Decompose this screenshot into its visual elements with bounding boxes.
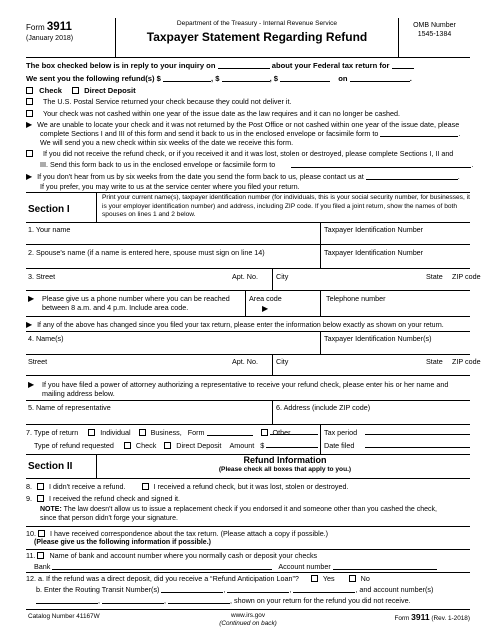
q11-line [26,551,470,560]
poa-instructions [28,380,470,398]
contact-text: If you don't hear from us by six weeks from the date you send the form back to us, please contact us at [37,172,364,181]
spouse-tin-field[interactable] [321,245,470,267]
catalog-number: Catalog Number 41167W [28,613,100,620]
zip-label: ZIP code [452,272,481,281]
lost-check-checkbox[interactable] [142,483,149,490]
contact-phone-field[interactable] [366,173,458,180]
note-text-2: since that person didn't forge your signature. [40,515,178,522]
refund-date-field[interactable] [350,75,410,82]
pointer-arrow-icon: ▶ [262,304,269,313]
acct-field-1[interactable] [36,597,98,604]
ral-yes-checkbox[interactable] [311,575,318,582]
your-name-field[interactable] [26,223,320,243]
not-received-text-2: III. Send this form back to us in the enclosed envelope or facsimile form to [40,160,276,169]
check-label: Check [39,86,62,95]
note-label: NOTE: [40,506,62,513]
account-number-field[interactable] [333,563,437,570]
street-label: 3. Street [28,272,56,281]
refund-line: We sent you the following refund(s) $ , $ , $ on . [26,74,412,83]
fax-field-1[interactable] [380,130,458,137]
footer-form-label: Form [394,615,410,622]
returned-text: The U.S. Postal Service returned your check because they could not deliver it. [43,97,292,106]
zip-2-label: ZIP code [452,357,481,366]
return-type-label: 7. Type of return [26,428,79,437]
q12c-text: , shown on your return for the refund you did not receive. [230,596,411,605]
title-block [116,20,398,45]
refund-check-checkbox[interactable] [124,442,131,449]
refund-dd-label: Direct Deposit [176,441,222,450]
rep-name-field[interactable] [26,401,272,424]
amount-label: Amount [229,441,255,450]
q12b-end: , and account number(s) [355,585,434,594]
names-label: 4. Name(s) [28,334,64,343]
refund-type-line [26,441,470,450]
fax-field-2[interactable] [291,161,471,168]
bank-label: Bank [34,562,51,571]
street-2-label: Street [28,357,48,366]
refund-info-heading-block [100,455,470,474]
individual-label: Individual [100,428,131,437]
form-id-block [26,20,114,44]
returned-checkbox[interactable] [26,98,33,105]
q10-number: 10. [26,529,36,538]
not-received-text-1: If you did not receive the refund check, or if you received it and it was lost, stolen or destroyed, please complete Sections I, II and [43,149,454,158]
contact-line-2 [26,182,470,191]
other-field[interactable] [270,434,318,435]
correspondence-checkbox[interactable] [38,530,45,537]
area-code-label: Area code [249,294,282,303]
your-name-label: 1. Your name [28,225,71,234]
pointer-arrow-icon: ▶ [26,120,33,129]
street-field[interactable] [26,269,272,290]
rep-address-label: 6. Address (include ZIP code) [276,403,371,412]
q9-line [26,494,470,503]
form-title: Taxpayer Statement Regarding Refund [146,30,368,45]
inquiry-text: The box checked below is in reply to your inquiry on [26,61,216,70]
section-1-title: Section I [28,204,70,215]
address-change-text: If any of the above has changed since you filed your tax return, please enter the information below exactly as shown on your return. [37,322,444,329]
acct-field-2[interactable] [102,597,164,604]
pointer-arrow-icon: ▶ [26,320,33,329]
tin-2-field[interactable] [321,332,470,354]
inquiry-line [26,61,470,70]
form-label-7: Form [187,428,205,437]
dollar-sign: $ [260,441,265,450]
agency-name: Department of the Treasury - Internal Revenue Service [176,20,338,27]
q12c-line: , , , shown on your return for the refund you did not receive. [26,596,470,605]
unable-locate-line-2: complete Sections I and III of this form and send it back to us in the enclosed envelope or facsimile form to . [40,129,461,138]
tin-field[interactable] [321,223,470,243]
rep-name-label: 5. Name of representative [28,403,111,412]
phone-text-1: Please give us a phone number where you can be reached [42,294,230,303]
apt-label: Apt. No. [232,272,258,281]
refund-on-text: on [338,74,348,83]
bank-line [26,562,470,571]
business-checkbox[interactable] [139,429,146,436]
note-line-2 [26,515,470,524]
pointer-arrow-icon: ▶ [28,380,35,389]
business-form-field[interactable] [207,429,253,436]
refund-info-subheading: (Please check all boxes that apply to you.) [218,466,352,474]
inquiry-text-2: about your Federal tax return for [271,61,390,70]
return-type-line [26,428,470,437]
street-2-field[interactable] [26,355,272,375]
website-link[interactable]: www.irs.gov [230,612,266,619]
not-cashed-text: Your check was not cashed within one year of the issue date as the law requires and it can no longer be cashed. [43,109,400,118]
routing-field-1[interactable] [161,586,223,593]
not-received-line-2: III. Send this form back to us in the enclosed envelope or facsimile form to . [40,160,474,169]
refund-method-line [26,86,470,95]
refund-type-label: Type of refund requested [34,441,114,450]
omb-label: OMB Number [413,22,456,29]
other-label: Other [272,428,291,437]
spouse-name-label: 2. Spouse's name (if a name is entered here, spouse must sign on line 14) [28,248,265,257]
tax-year-field[interactable] [392,62,414,69]
omb-block [399,22,470,40]
yes-label: Yes [322,574,335,583]
address-change-line [26,320,470,331]
q12a-line [26,574,470,583]
unable-locate-line-3 [26,138,470,147]
business-label: Business, [150,428,182,437]
no-label: No [360,574,370,583]
q10-line [26,529,470,538]
footer-form-number: 3911 [411,612,430,622]
footer-form-id [394,612,470,623]
q11-number: 11. [26,551,36,560]
individual-checkbox[interactable] [88,429,95,436]
tax-period-label: Tax period [324,428,358,437]
refund-check-label: Check [135,441,157,450]
city-state-zip-field[interactable] [273,269,470,290]
city-2-label: City [276,357,289,366]
note-text-1: The law doesn't allow us to issue a replacement check if you endorsed it and someone other than you cashed the check, [63,506,437,513]
refund-amount-3[interactable] [280,75,330,82]
q10-sub-line [26,539,470,548]
omb-number: 1545-1384 [417,30,452,38]
unable-locate-text-3: We will send you a new check within six weeks of the date we receive this form. [40,138,294,147]
apt-2-label: Apt. No. [232,357,258,366]
city-state-zip-2-field[interactable] [273,355,470,375]
not-received-checkbox[interactable] [26,150,33,157]
q9-number: 9. [26,494,32,503]
tax-period-field[interactable] [365,434,470,435]
date-filed-label: Date filed [324,441,355,450]
telephone-field[interactable] [321,291,470,316]
option-not-received [26,149,470,158]
q8-number: 8. [26,482,32,491]
signed-check-label: I received the refund check and signed it. [49,494,181,503]
refund-amount-1[interactable] [163,75,211,82]
names-field[interactable] [26,332,320,354]
section-1-instructions: Print your current name(s), taxpayer identification number (for individuals, this is your social security number, for businesses, it is your employer identification number) and address, including ZIP code. If you filed a joint return, show the names of both spouses on lines 1 and 2 below. [102,194,470,219]
direct-deposit-label: Direct Deposit [84,86,136,95]
section-2-title: Section II [28,461,73,472]
option-returned [26,97,470,106]
q12b-line: b. Enter the Routing Transit Number(s) , , , and account number(s) [36,585,434,594]
refund-dd-checkbox[interactable] [164,442,171,449]
q10-subtext: (Please give us the following information if possible.) [34,539,211,546]
ral-no-checkbox[interactable] [349,575,356,582]
spouse-tin-label: Taxpayer Identification Number [324,248,424,257]
footer-rev: (Rev. 1-2018) [431,615,470,622]
routing-field-3[interactable] [293,586,355,593]
not-cashed-checkbox[interactable] [26,110,33,117]
phone-text-2: between 8 a.m. and 4 p.m. Include area code. [42,303,189,312]
form-label: Form [26,23,45,32]
no-refund-checkbox[interactable] [37,483,44,490]
lost-check-label: I received a refund check, but it was lost, stolen or destroyed. [153,482,349,491]
form-number: 3911 [46,21,72,33]
tin-2-label: Taxpayer Identification Number(s) [324,334,432,343]
poa-text-2: mailing address below. [42,389,115,398]
contact-line: ▶ If you don't hear from us by six weeks from the date you send the form back to us, please contact us at . [26,172,460,181]
contact-text-2: If you prefer, you may write to us at the service center where you filed your return. [40,182,300,191]
refund-amount-2[interactable] [222,75,270,82]
q12b-label: b. Enter the Routing Transit Number(s) [36,585,160,594]
bank-info-checkbox[interactable] [37,552,44,559]
refund-sep-2: , $ [269,74,279,83]
other-checkbox[interactable] [261,429,268,436]
state-2-label: State [426,357,443,366]
correspondence-label: I have received correspondence about the tax return. (Please attach a copy if possible.) [50,529,329,538]
unable-locate-text-2: complete Sections I and III of this form and send it back to us in the enclosed envelope or facsimile form to [40,129,379,138]
poa-text-1: If you have filed a power of attorney authorizing a representative to receive your refund check, please enter his or her name and [42,380,449,389]
bank-name-field[interactable] [52,563,272,570]
pointer-arrow-icon: ▶ [28,294,35,303]
rep-address-field[interactable] [273,401,470,424]
acct-field-3[interactable] [168,597,230,604]
form-date: (January 2018) [26,35,74,43]
telephone-label: Telephone number [326,294,386,303]
amount-field[interactable] [266,447,318,448]
refund-sep-1: , $ [211,74,220,83]
area-code-field[interactable] [246,291,320,316]
spouse-name-field[interactable] [26,245,320,267]
check-checkbox[interactable] [26,87,33,94]
phone-instructions [28,294,269,313]
note-line [26,506,470,515]
account-label: Account number [278,562,331,571]
pointer-arrow-icon: ▶ [26,172,33,181]
signed-check-checkbox[interactable] [37,495,44,502]
direct-deposit-checkbox[interactable] [72,87,79,94]
continued-note: (Continued on back) [219,620,277,627]
no-refund-label: I didn't receive a refund. [49,482,126,491]
refund-text: We sent you the following refund(s) $ [26,74,161,83]
option-not-cashed [26,109,470,118]
bank-info-label: Name of bank and account number where you normally cash or deposit your checks [49,551,318,560]
website [200,612,296,628]
city-label: City [276,272,289,281]
unable-locate-text-1: We are unable to locate your check and it was not returned by the Post Office or not cashed within one year of the issue date, please [37,120,460,129]
routing-field-2[interactable] [227,586,289,593]
state-label: State [426,272,443,281]
refund-info-heading: Refund Information [243,455,327,465]
q12a-label: 12. a. If the refund was a direct deposit, did you receive a “Refund Anticipation Loan”? [26,574,299,583]
inquiry-date-field[interactable] [218,62,270,69]
tin-label: Taxpayer Identification Number [324,225,424,234]
q8-line [26,482,470,491]
date-filed-field[interactable] [365,447,470,448]
